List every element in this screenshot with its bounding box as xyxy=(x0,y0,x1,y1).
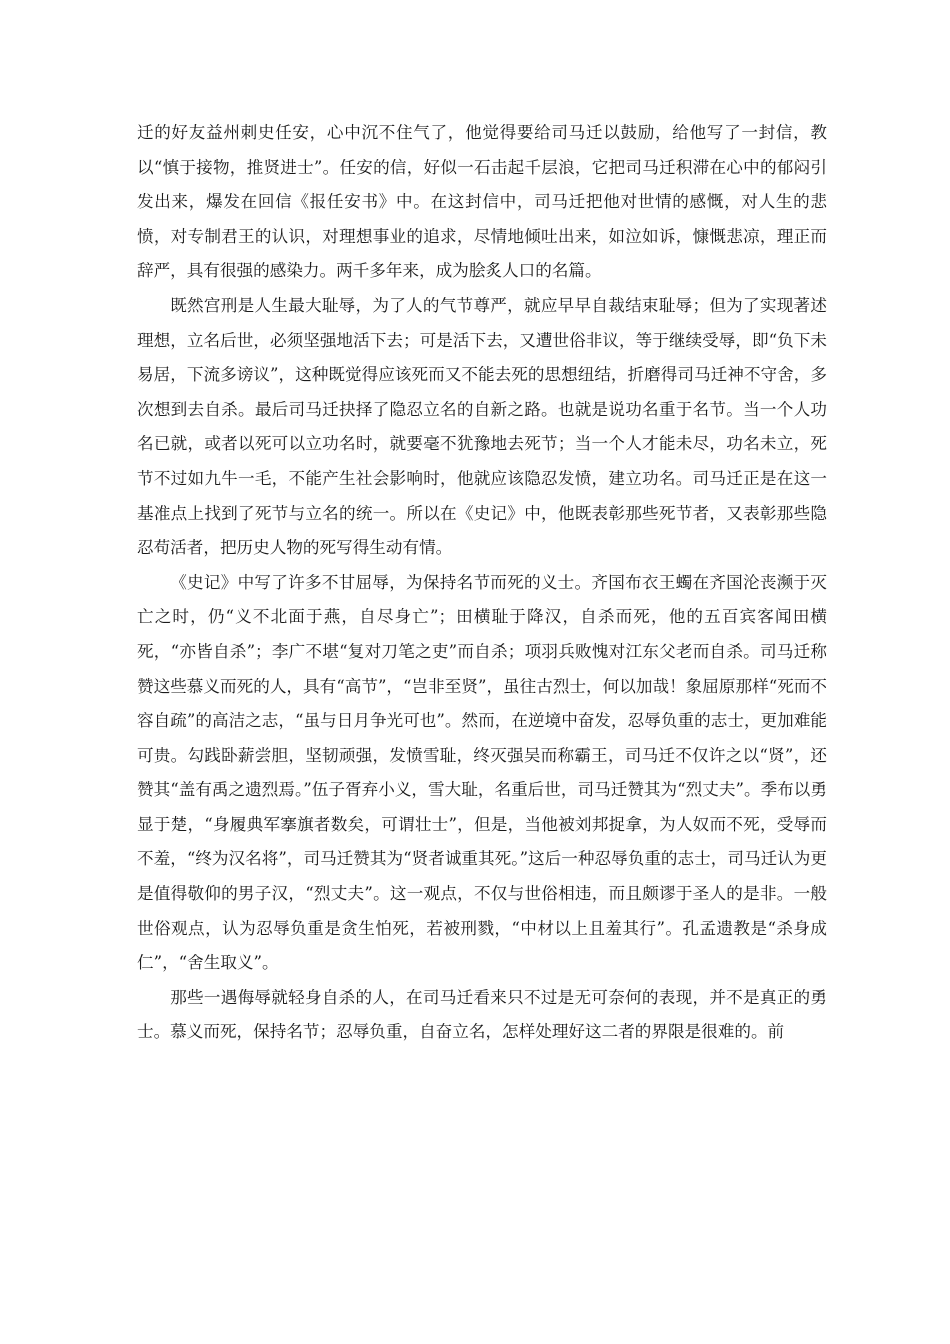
paragraph-4: 那些一遇侮辱就轻身自杀的人，在司马迁看来只不过是无可奈何的表现，并不是真正的勇士。慕义而死，保持名节；忍辱负重，自奋立名，怎样处理好这二者的界限是很难的。前 xyxy=(137,987,827,1042)
paragraph-2: 既然宫刑是人生最大耻辱，为了人的气节尊严，就应早早自裁结束耻辱；但为了实现著述理想，立名后世，必须坚强地活下去；可是活下去，又遭世俗非议，等于继续受辱，即“负下未易居，下流多谤议”，这种既觉得应该死而又不能去死的思想纽结，折磨得司马迁神不守舍，多次想到去自杀。最后司马迁抉择了隐忍立名的自新之路。也就是说功名重于名节。当一个人功名已就，或者以死可以立功名时，就要毫不犹豫地去死节；当一个人才能未尽，功名未立，死节不过如九牛一毛，不能产生社会影响时，他就应该隐忍发愤，建立功名。司马迁正是在这一基准点上找到了死节与立名的统一。所以在《史记》中，他既表彰那些死节者，又表彰那些隐忍苟活者，把历史人物的死写得生动有情。 xyxy=(137,295,827,558)
paragraph-3: 《史记》中写了许多不甘屈辱，为保持名节而死的义士。齐国布衣王蠋在齐国沦丧濒于灭亡之时，仍“义不北面于燕，自尽身亡”；田横耻于降汉，自杀而死，他的五百宾客闻田横死，“亦皆自杀”；李广不堪“复对刀笔之吏”而自杀；项羽兵败愧对江东父老而自杀。司马迁称赞这些慕义而死的人，具有“高节”，“岂非至贤”，虽往古烈士，何以加哉！象屈原那样“死而不容自疏”的高洁之志，“虽与日月争光可也”。然而，在逆境中奋发，忍辱负重的志士，更加难能可贵。勾践卧薪尝胆，坚韧顽强，发愤雪耻，终灭强吴而称霸王，司马迁不仅许之以“贤”，还赞其“盖有禹之遗烈焉。”伍子胥弃小义，雪大耻，名重后世，司马迁赞其为“烈丈夫”。季布以勇显于楚，“身履典军搴旗者数矣，可谓壮士”，但是，当他被刘邦捉拿，为人奴而不死，受辱而不羞，“终为汉名将”，司马迁赞其为“贤者诚重其死。”这后一种忍辱负重的志士，司马迁认为更是值得敬仰的男子汉，“烈丈夫”。这一观点，不仅与世俗相违，而且颇谬于圣人的是非。一般世俗观点，认为忍辱负重是贪生怕死，若被刑戮，“中材以上且羞其行”。孔孟遗教是“杀身成仁”，“舍生取义”。 xyxy=(137,572,827,973)
paragraph-1: 迁的好友益州刺史任安，心中沉不住气了，他觉得要给司马迁以鼓励，给他写了一封信，教以“慎于接物，推贤进士”。任安的信，好似一石击起千层浪，它把司马迁积滞在心中的郁闷引发出来，爆发在回信《报任安书》中。在这封信中，司马迁把他对世情的感慨，对人生的悲愤，对专制君王的认识，对理想事业的追求，尽情地倾吐出来，如泣如诉，慷慨悲凉，理正而辞严，具有很强的感染力。两千多年来，成为脍炙人口的名篇。 xyxy=(137,123,827,281)
body-text xyxy=(137,116,827,1050)
